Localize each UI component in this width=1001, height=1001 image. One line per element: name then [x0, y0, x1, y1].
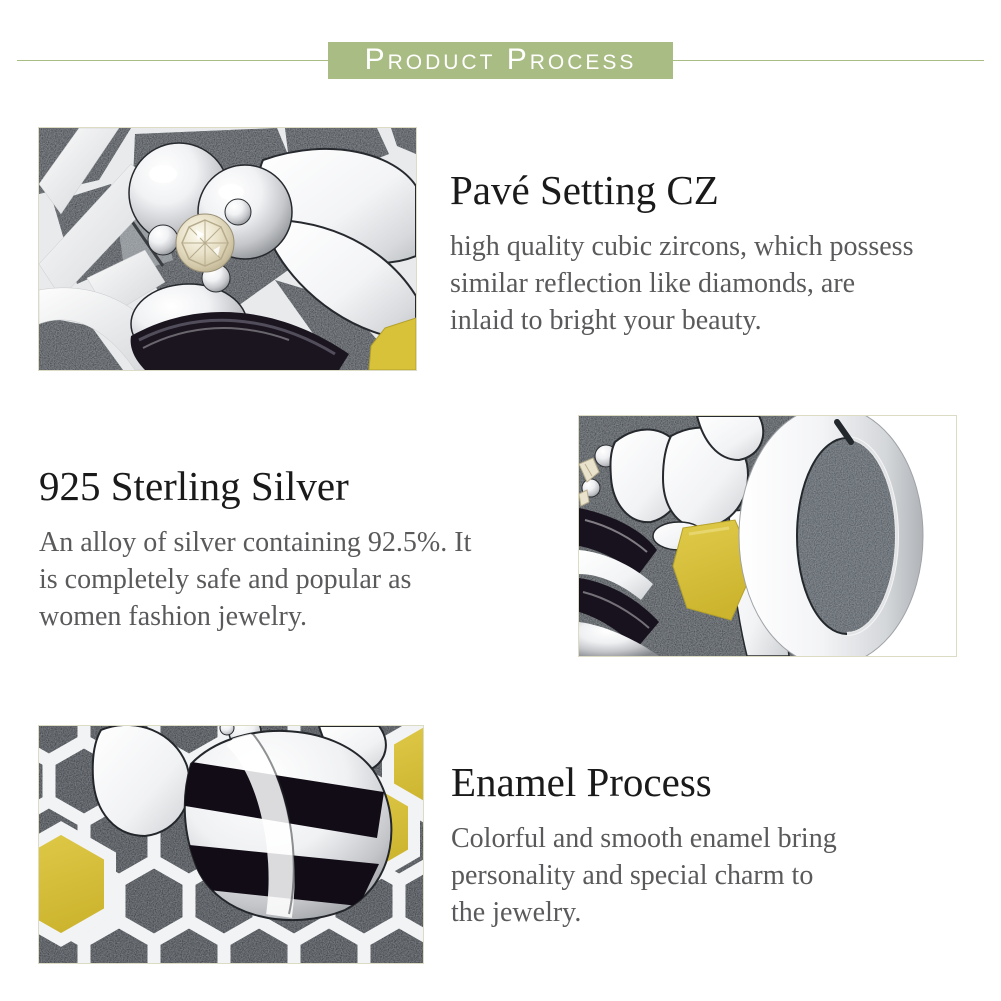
body-line: high quality cubic zircons, which possess — [450, 231, 914, 262]
photo-sterling-silver — [578, 415, 957, 657]
body-line: personality and special charm to — [451, 860, 814, 891]
feature-heading: 925 Sterling Silver — [39, 463, 349, 509]
feature-sterling-silver — [39, 462, 579, 635]
feature-pave-setting-cz — [450, 166, 990, 339]
feature-heading: Enamel Process — [451, 759, 712, 805]
body-line: Colorful and smooth enamel bring — [451, 823, 837, 854]
body-line: An alloy of silver containing 92.5%. It — [39, 527, 472, 558]
bee-honeycomb-illustration — [39, 726, 423, 963]
body-line: similar reflection like diamonds, are — [450, 268, 856, 299]
feature-heading: Pavé Setting CZ — [450, 167, 719, 213]
feature-body — [451, 820, 991, 931]
section-title: Product Process — [364, 43, 637, 76]
section-title-badge — [328, 42, 673, 79]
body-line: inlaid to bright your beauty. — [450, 305, 762, 336]
feature-enamel-process — [451, 758, 991, 931]
feature-body — [39, 524, 579, 635]
body-line: the jewelry. — [451, 897, 582, 928]
body-line: is completely safe and popular as — [39, 564, 412, 595]
feature-body — [450, 228, 990, 339]
body-line: women fashion jewelry. — [39, 601, 307, 632]
bee-charm-side-illustration — [579, 416, 956, 656]
photo-enamel-process — [38, 725, 424, 964]
photo-pave-setting-cz — [38, 127, 417, 371]
bee-head-cz-illustration — [39, 128, 416, 370]
